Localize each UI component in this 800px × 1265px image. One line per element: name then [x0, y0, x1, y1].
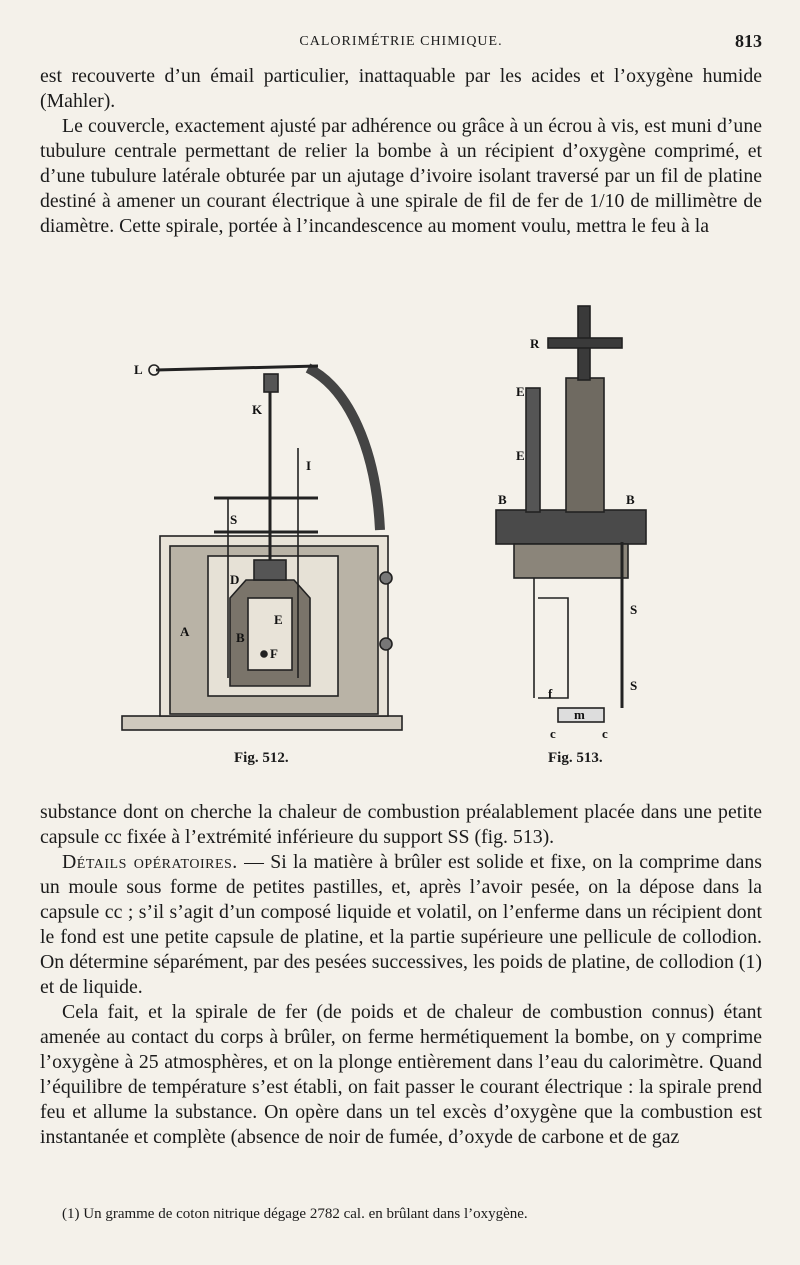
- page-number: 813: [735, 31, 762, 51]
- fig513-drawing: [496, 306, 646, 722]
- running-title: CALORIMÉTRIE CHIMIQUE.: [299, 34, 503, 49]
- fig512-drawing: [122, 365, 402, 730]
- fig513-label: E: [516, 448, 525, 463]
- fig513-label: c: [602, 726, 608, 741]
- fig513-label: S: [630, 678, 638, 693]
- fig513-lid-body: [514, 544, 628, 578]
- paragraph-procedure: Cela fait, et la spirale de fer (de poids et de chaleur de combustion connus) étant amenée au contact du corps à brûler, on ferme hermétiquement la bombe, on y comprime l’oxygène à 25 atmosphères, et on la plonge entièrement dans l’eau du calorimètre. Quand l’équilibre de température s’est établi, on fait passer le courant électrique : la spirale prend feu et allume la substance. On opère dans un tel excès d’oxygène que la combustion est instantanée et complète (absence de noir de fumée, d’oxyde de carbone et de gaz: [40, 1001, 762, 1148]
- fig513-label: B: [498, 492, 507, 507]
- page-header: [40, 31, 762, 54]
- footnote: (1) Un gramme de coton nitrique dégage 2782 cal. en brûlant dans l’oxygène.: [62, 1206, 528, 1222]
- fig512-bomb-lid: [254, 560, 286, 580]
- fig512-label: E: [274, 612, 283, 627]
- fig513-label: f: [548, 686, 553, 701]
- fig513-label: S: [630, 602, 638, 617]
- fig512-label: A: [180, 624, 190, 639]
- paragraph-continuation: est recouverte d’un émail particulier, inattaquable par les acides et l’oxygène humide (Mahler).: [40, 65, 762, 112]
- fig512-label: S: [230, 512, 238, 527]
- fig513-label: R: [530, 336, 540, 351]
- section-text: — Si la matière à brûler est solide et fixe, on la comprime dans un moule sous forme de petites pastilles, et, après l’avoir pesée, on la dépose dans la capsule cc ; s’il s’agit d’un composé liquide et volatil, on l’enferme dans un récipient dont le fond est une petite capsule de platine, et la partie supérieure une pellicule de collodion. On détermine séparément, par des pesées successives, les poids de platine, de collodion (1) et de liquide.: [40, 851, 762, 998]
- paragraph-couvercle: Le couvercle, exactement ajusté par adhérence ou grâce à un écrou à vis, est muni d’une tubulure centrale permettant de relier la bombe à un récipient d’oxygène comprimé, et d’une tubulure latérale obturée par un ajutage d’ivoire isolant traversé par un fil de platine destiné à amener un courant électrique à une spirale de fil de fer de 1/10 de millimètre de diamètre. Cette spirale, portée à l’incandescence au moment voulu, mettra le feu à la: [40, 115, 762, 237]
- fig513-handle-R: [548, 338, 622, 348]
- fig513-bracket: [538, 598, 568, 698]
- paragraph-details: [40, 850, 762, 1000]
- fig512-label: F: [270, 646, 278, 661]
- text-block-top: [40, 64, 762, 239]
- fig512-label: B: [236, 630, 245, 645]
- fig512-knob-upper: [380, 572, 392, 584]
- fig512-label: K: [252, 402, 263, 417]
- apparatus-illustrations: [118, 298, 678, 768]
- fig513-label: B: [626, 492, 635, 507]
- fig512-label: D: [230, 572, 240, 587]
- fig512-base: [122, 716, 402, 730]
- figures-area: [118, 298, 678, 768]
- fig513-central-tube: [566, 378, 604, 512]
- fig512-knob-lower: [380, 638, 392, 650]
- fig512-arm: [308, 368, 380, 530]
- section-lead: Détails opératoires.: [62, 851, 238, 873]
- fig512-point-F: [261, 651, 267, 657]
- text-block-bottom: [40, 800, 762, 1150]
- figure-512-caption: Fig. 512.: [234, 750, 289, 766]
- fig512-wire: [156, 366, 318, 370]
- fig513-lid-plate: [496, 510, 646, 544]
- fig513-side-tube: [526, 388, 540, 512]
- fig512-label: I: [306, 458, 312, 473]
- fig513-label: m: [574, 707, 585, 722]
- fig513-label: E: [516, 384, 525, 399]
- fig512-label: L: [134, 362, 143, 377]
- figure-513-caption: Fig. 513.: [548, 750, 603, 766]
- paragraph-substance: substance dont on cherche la chaleur de combustion préalablement placée dans une petite capsule cc fixée à l’extrémité inférieure du support SS (fig. 513).: [40, 801, 762, 848]
- fig513-label: c: [550, 726, 556, 741]
- fig512-clamp-K: [264, 374, 278, 392]
